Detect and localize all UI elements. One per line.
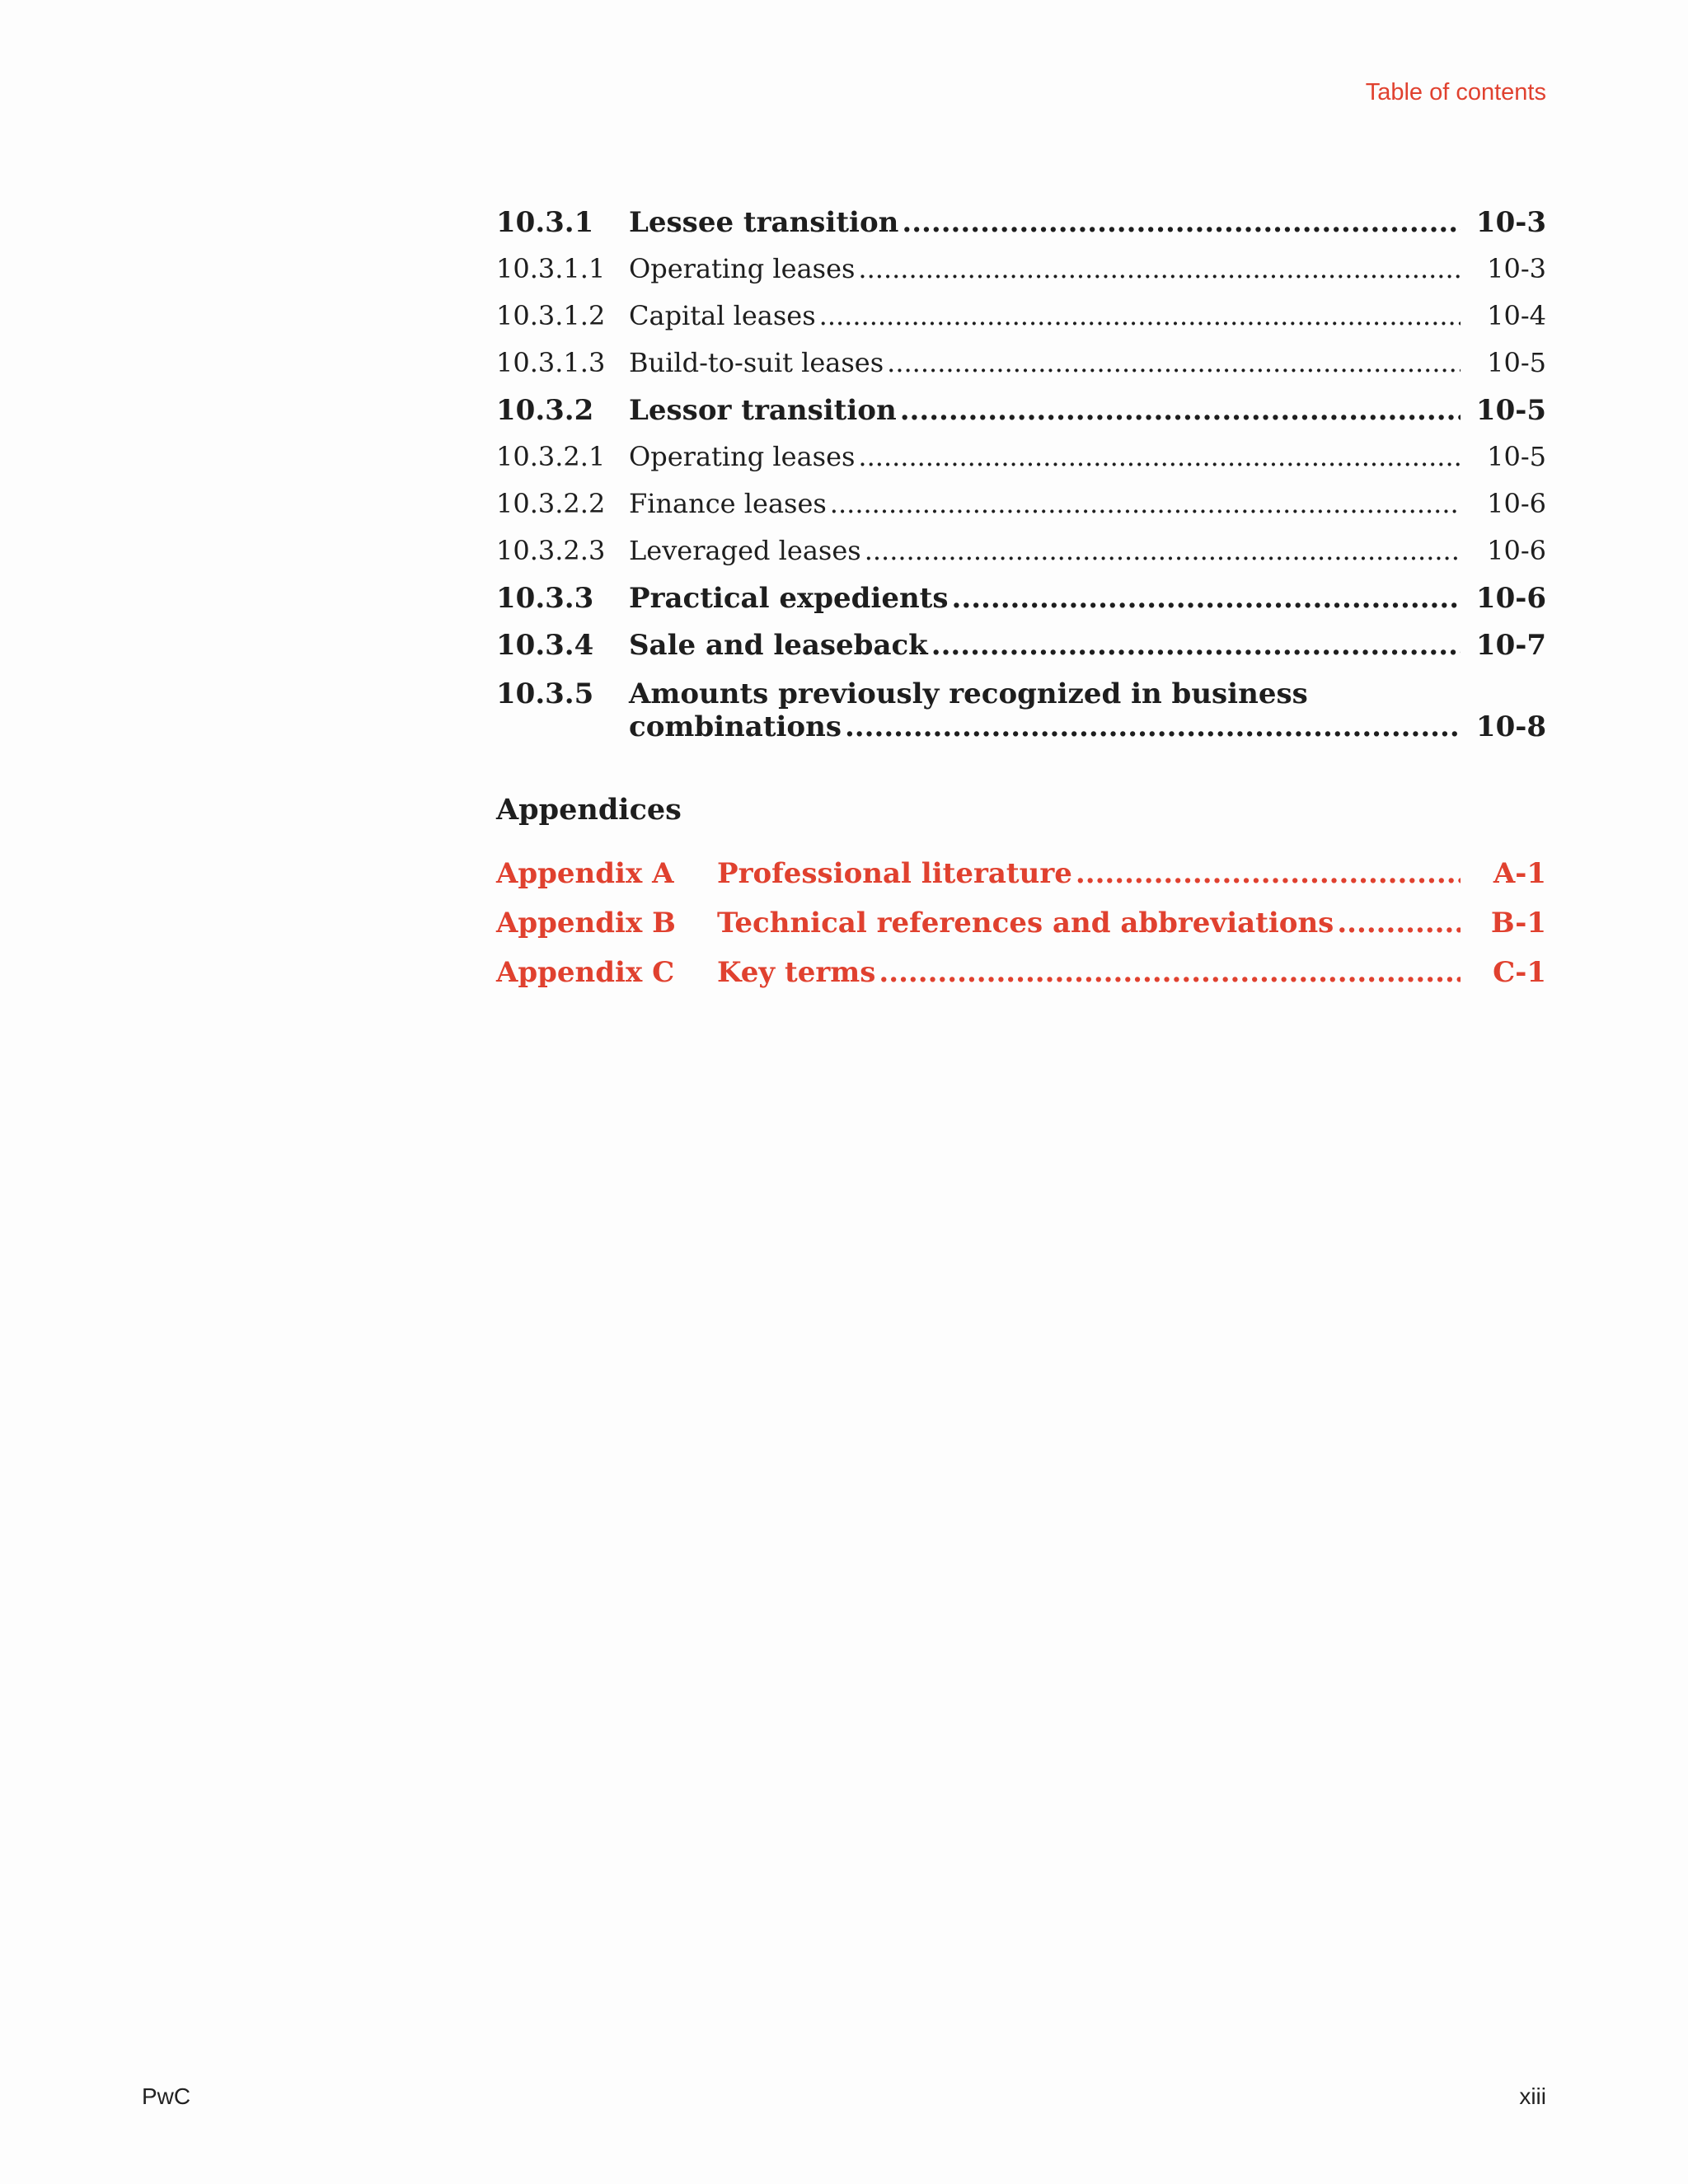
toc-number: 10.3.2.3	[496, 535, 606, 566]
toc-page: 10-6	[1487, 535, 1546, 566]
toc-number: 10.3.1.2	[496, 300, 606, 331]
dot-leader	[845, 710, 1461, 743]
toc-entry-10-3-2-3[interactable]	[496, 535, 1546, 582]
toc-number: 10.3.5	[496, 677, 594, 710]
toc-number: 10.3.2.1	[496, 441, 606, 472]
toc-title: Lessee transition	[629, 206, 899, 239]
toc-title-line2: combinations	[629, 710, 842, 743]
footer-page-number: xiii	[1519, 2083, 1546, 2109]
appendix-number: Appendix C	[496, 956, 675, 989]
dot-leader	[1076, 857, 1461, 890]
running-head: Table of contents	[1365, 79, 1546, 105]
toc-entry-10-3-3[interactable]	[496, 582, 1546, 629]
dot-leader	[887, 347, 1461, 378]
appendices-heading: Appendices	[496, 793, 682, 827]
footer-publisher: PwC	[142, 2083, 191, 2109]
toc-number: 10.3.3	[496, 582, 594, 615]
toc-entry-10-3-2-2[interactable]	[496, 488, 1546, 535]
appendix-title: Technical references and abbreviations	[717, 907, 1334, 940]
appendix-page: B-1	[1490, 907, 1546, 940]
toc-page: 10-5	[1487, 347, 1546, 378]
dot-leader	[902, 206, 1461, 239]
toc-number: 10.3.1	[496, 206, 594, 239]
appendix-title: Key terms	[717, 956, 876, 989]
toc-page: 10-3	[1475, 206, 1546, 239]
appendix-page: A-1	[1493, 857, 1546, 890]
toc-entry-10-3-1-1[interactable]	[496, 253, 1546, 300]
dot-leader	[1337, 907, 1461, 940]
toc-title: Operating leases	[629, 253, 856, 284]
dot-leader	[858, 441, 1461, 472]
toc-page: 10-4	[1487, 300, 1546, 331]
toc-title: Operating leases	[629, 441, 856, 472]
dot-leader	[819, 300, 1461, 331]
toc-entry-10-3-4[interactable]	[496, 629, 1546, 676]
dot-leader	[952, 582, 1461, 615]
toc-number: 10.3.4	[496, 629, 594, 662]
appendix-page: C-1	[1493, 956, 1546, 989]
appendix-entry-a[interactable]	[496, 857, 1546, 907]
toc-entry-10-3-1[interactable]	[496, 206, 1546, 253]
toc-title: Leveraged leases	[629, 535, 861, 566]
dot-leader	[879, 956, 1461, 989]
toc-number: 10.3.1.1	[496, 253, 606, 284]
appendix-number: Appendix A	[496, 857, 674, 890]
toc-page: 10-5	[1475, 394, 1546, 427]
toc-page: 10-6	[1487, 488, 1546, 519]
dot-leader	[830, 488, 1461, 519]
toc-entry-10-3-2[interactable]	[496, 394, 1546, 441]
toc-entry-10-3-2-1[interactable]	[496, 441, 1546, 488]
table-of-contents	[496, 206, 1546, 743]
dot-leader	[858, 253, 1461, 284]
toc-title-line1: Amounts previously recognized in business	[629, 677, 1308, 710]
toc-entry-10-3-5[interactable]	[496, 676, 1546, 743]
appendix-title: Professional literature	[717, 857, 1072, 890]
toc-entry-10-3-1-2[interactable]	[496, 300, 1546, 347]
appendix-number: Appendix B	[496, 907, 676, 940]
toc-page: 10-6	[1475, 582, 1546, 615]
toc-number: 10.3.1.3	[496, 347, 606, 378]
toc-page: 10-7	[1475, 629, 1546, 662]
appendix-entry-c[interactable]	[496, 956, 1546, 1005]
dot-leader	[931, 629, 1461, 662]
toc-title: Lessor transition	[629, 394, 897, 427]
toc-entry-10-3-1-3[interactable]	[496, 347, 1546, 394]
toc-page: 10-3	[1487, 253, 1546, 284]
toc-page: 10-8	[1475, 710, 1546, 743]
toc-number: 10.3.2	[496, 394, 594, 427]
appendix-entry-b[interactable]	[496, 907, 1546, 956]
toc-title: Sale and leaseback	[629, 629, 928, 662]
toc-title: Practical expedients	[629, 582, 949, 615]
toc-title: Capital leases	[629, 300, 816, 331]
toc-title: Finance leases	[629, 488, 827, 519]
toc-title: Build-to-suit leases	[629, 347, 884, 378]
dot-leader	[865, 535, 1461, 566]
toc-number: 10.3.2.2	[496, 488, 606, 519]
appendices-list	[496, 857, 1546, 1005]
dot-leader	[900, 394, 1461, 427]
toc-page: 10-5	[1487, 441, 1546, 472]
